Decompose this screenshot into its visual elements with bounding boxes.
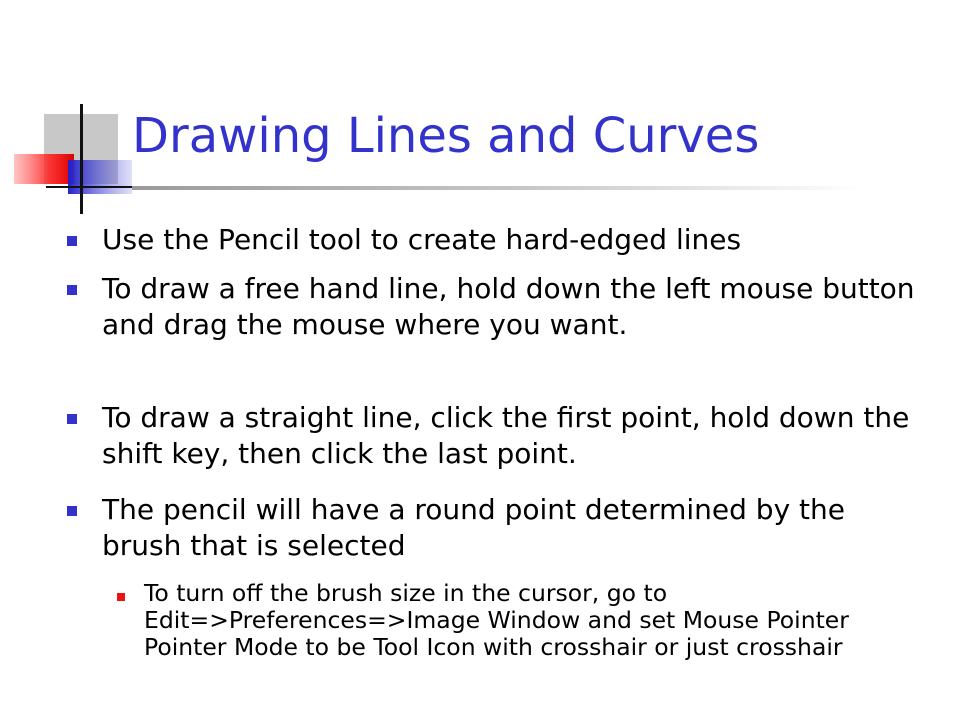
bullet-icon [67, 285, 77, 295]
slide-logo-decoration [0, 0, 140, 230]
bullet-icon [67, 236, 77, 246]
bullet-item-free-hand-line: To draw a free hand line, hold down the left mouse button and drag the mouse where you want. [102, 272, 915, 341]
sub-bullet-icon [117, 593, 125, 601]
sub-bullet-item-brush-size: To turn off the brush size in the cursor, go to Edit=>Preferences=>Image Window and set Mouse Pointer Pointer Mode to be Tool Icon with crosshair or just crosshair [144, 579, 849, 661]
bullet-item-round-point: The pencil will have a round point determined by the brush that is selected [102, 493, 845, 562]
bullet-icon [67, 506, 77, 516]
bullet-icon [67, 414, 77, 424]
bullet-item-pencil-tool: Use the Pencil tool to create hard-edged lines [102, 223, 742, 256]
bullet-item-straight-line: To draw a straight line, click the first point, hold down the shift key, then click the last point. [102, 401, 910, 470]
title-underline [132, 186, 862, 190]
slide-title: Drawing Lines and Curves [132, 108, 760, 164]
